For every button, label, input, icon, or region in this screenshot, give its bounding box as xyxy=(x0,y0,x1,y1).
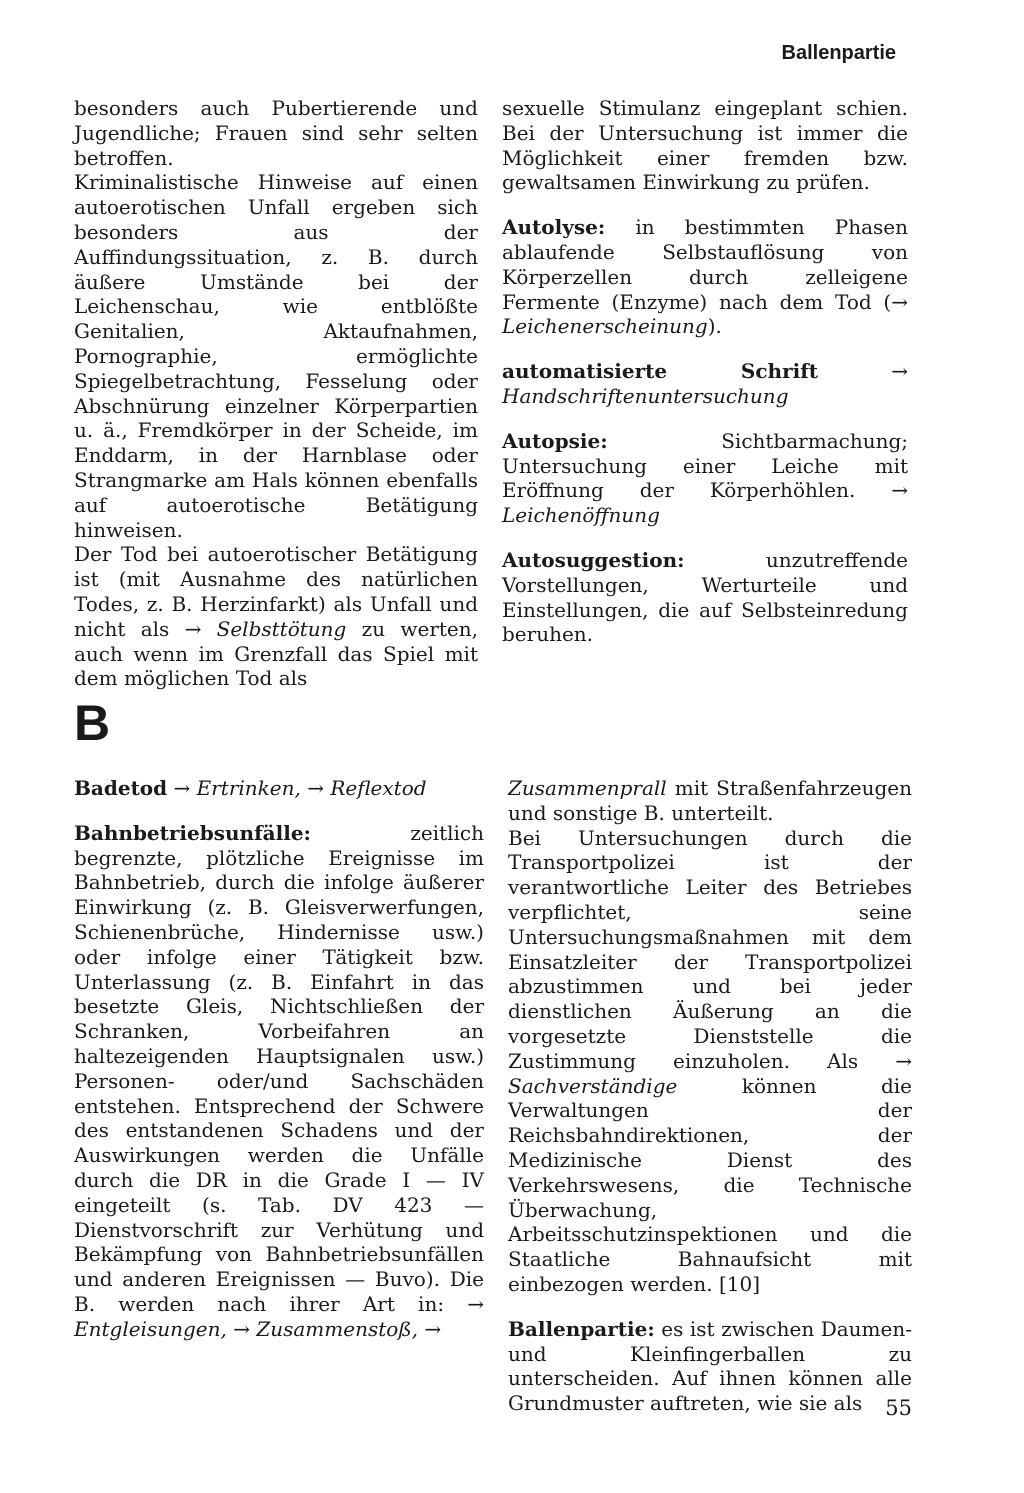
entry-term: Bahnbetriebsunfälle: xyxy=(74,820,311,845)
entry-term: Badetod xyxy=(74,776,168,800)
paragraph: Kriminalistische Hinweise auf einen autoerotischen Unfall ergeben sich besonders aus der Auffindungssituation, z. B. durch äußere Umstände bei der Leichenschau, wie entblößte Genitalien, Aktaufnahmen, Pornographie, ermöglichte Spiegelbetrachtung, Fesselung oder Abschnürung einzelner Körperpartien u. ä., Fremdkörper in der Scheide, im Enddarm, in der Harnblase oder Strangmarke am Hals können ebenfalls auf autoerotische Betätigung hinweisen. xyxy=(74,170,478,542)
entry-term: Ballenpartie: xyxy=(508,1316,655,1341)
column-top-left xyxy=(74,96,478,691)
column-top-right xyxy=(502,96,908,647)
paragraph xyxy=(508,776,912,826)
entry-text: zeitlich begrenzte, plötzliche Ereignisse im Bahnbetrieb, durch die infolge äußerer Einwirkung (z. B. Gleisverwerfungen, Schienenbrüche, Hindernisse usw.) oder infolge einer Tätigkeit bzw. Unterlassung (z. B. Einfahrt in das besetzte Gleis, Nichtschließen der Schranken, Vorbeifahren an haltezeigenden Hauptsignalen usw.) Personen- oder/und Sachschäden entstehen. Entsprechend der Schwere des entstandenen Schadens und der Auswirkungen werden die Unfälle durch die DR in die Grade I — IV eingeteilt (s. Tab. DV 423 — Dienstvorschrift zur Verhütung und Bekämpfung von Bahnbetriebsunfällen und anderen Ereignissen — Buvo). Die B. werden nach ihrer Art in: xyxy=(74,820,484,1316)
arrow-symbol: → xyxy=(424,1316,442,1341)
cross-reference: → Entgleisungen, xyxy=(74,1291,485,1341)
entry-text: in bestimmten Phasen ablaufende Selbstauflösung von Körperzellen durch zelleigene Fermente (Enzyme) nach dem Tod ( xyxy=(502,215,908,314)
running-header: Ballenpartie xyxy=(781,42,896,64)
cross-reference: → Reflextod xyxy=(307,776,427,800)
paragraph: besonders auch Pubertierende und Jugendliche; Frauen sind sehr selten betroffen. xyxy=(74,96,478,170)
page-number: 55 xyxy=(885,1396,912,1420)
cross-reference: → Selbsttötung xyxy=(184,616,347,641)
entry-ballenpartie xyxy=(508,1317,912,1416)
entry-text: Sichtbarmachung; Untersuchung einer Leiche mit Eröffnung der Körperhöhlen. xyxy=(502,428,908,503)
paragraph xyxy=(74,542,478,691)
cross-reference: → Sachverständige xyxy=(508,1048,912,1098)
cross-reference: → Ertrinken, xyxy=(173,776,301,800)
paragraph-text: mit Straßenfahrzeugen und sonstige B. unterteilt. xyxy=(508,776,912,825)
cross-reference: → Leichenöffnung xyxy=(502,478,909,528)
entry-badetod xyxy=(74,776,484,801)
paragraph-text: zu werten, auch wenn im Grenzfall das Spiel mit dem möglichen Tod als xyxy=(74,616,478,691)
cross-reference: → Leichenerscheinung xyxy=(502,289,908,339)
entry-autolyse xyxy=(502,215,908,339)
entry-automatisierte-schrift xyxy=(502,359,908,409)
entry-text: ). xyxy=(707,314,722,339)
paragraph: sexuelle Stimulanz eingeplant schien. Bei der Untersuchung ist immer die Möglichkeit einer fremden bzw. gewaltsamen Einwirkung zu prüfen. xyxy=(502,96,908,195)
entry-text: unzutreffende Vorstellungen, Werturteile und Einstellungen, die auf Selbsteinredung beruhen. xyxy=(502,547,908,647)
section-letter: B xyxy=(74,695,111,751)
cross-reference: Zusammenprall xyxy=(508,776,667,800)
paragraph xyxy=(508,826,912,1297)
paragraph-text: Bei Untersuchungen durch die Transportpolizei ist der verantwortliche Leiter des Betriebes verpflichtet, seine Untersuchungsmaßnahmen mit dem Einsatzleiter der Transportpolizei abzustimmen und bei jeder dienstlichen Äußerung an die vorgesetzte Dienststelle die Zustimmung einzuholen. Als xyxy=(508,825,912,1073)
entry-term: Autolyse: xyxy=(502,215,606,240)
column-bottom-right xyxy=(508,776,912,1416)
paragraph-text: können die Verwaltungen der Reichsbahndirektionen, der Medizinische Dienst des Verkehrswesens, die Technische Überwachung, Arbeitsschutzinspektionen und die Staatliche Bahnaufsicht mit einbezogen werden. [10] xyxy=(508,1073,912,1296)
entry-text: es ist zwischen Daumen- und Kleinfingerballen zu unterscheiden. Auf ihnen können alle Grundmuster auftreten, wie sie als xyxy=(508,1316,912,1416)
entry-bahnbetriebsunfaelle xyxy=(74,821,484,1342)
entry-autosuggestion xyxy=(502,548,908,647)
cross-reference: → Zusammenstoß, xyxy=(233,1316,419,1341)
paragraph-text: Der Tod bei autoerotischer Betätigung ist (mit Ausnahme des natürlichen Todes, z. B. Herzinfarkt) als Unfall und nicht als xyxy=(74,542,478,641)
cross-reference: → Handschriftenuntersuchung xyxy=(502,359,908,408)
entry-term: Autopsie: xyxy=(502,428,608,453)
entry-autopsie xyxy=(502,429,908,528)
entry-term: automatisierte Schrift xyxy=(502,359,819,384)
entry-term: Autosuggestion: xyxy=(502,547,685,572)
column-bottom-left xyxy=(74,776,484,1342)
